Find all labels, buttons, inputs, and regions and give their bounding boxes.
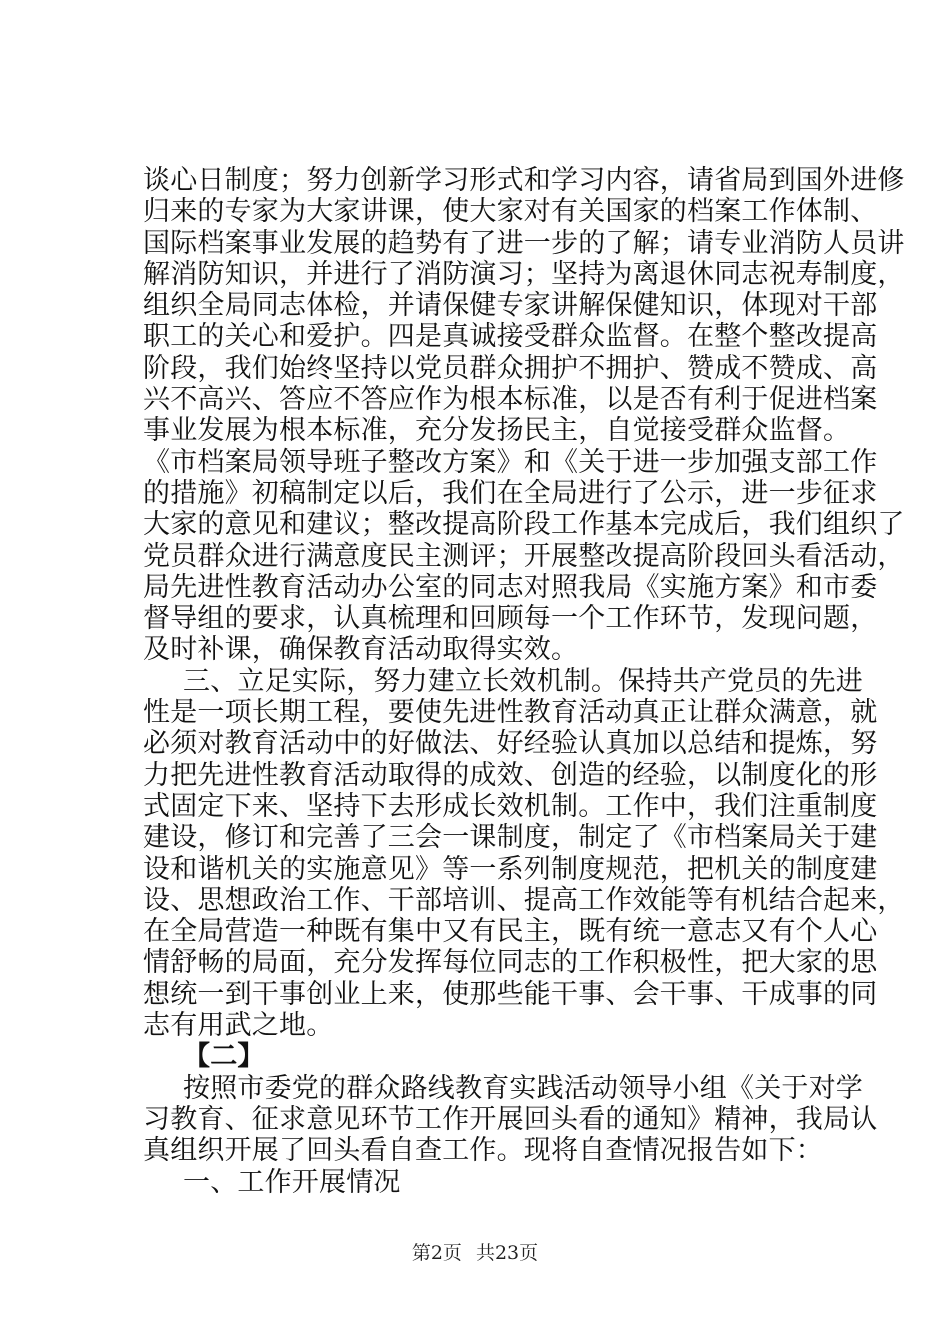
text-line: 归来的专家为大家讲课，使大家对有关国家的档案工作体制、 [143, 196, 878, 228]
text-line: 按照市委党的群众路线教育实践活动领导小组《关于对学 [183, 1072, 863, 1104]
text-line: 习教育、征求意见环节工作开展回头看的通知》精神，我局认 [143, 1103, 878, 1135]
text-line: 真组织开展了回头看自查工作。现将自查情况报告如下： [143, 1135, 823, 1167]
text-line: 式固定下来、坚持下去形成长效机制。工作中，我们注重制度 [143, 790, 878, 822]
text-line: 志有用武之地。 [143, 1010, 334, 1042]
text-line: 建设，修订和完善了三会一课制度，制定了《市档案局关于建 [143, 822, 878, 854]
text-line: 解消防知识，并进行了消防演习；坚持为离退休同志祝寿制度， [143, 258, 905, 290]
text-line: 事业发展为根本标准，充分发扬民主，自觉接受群众监督。 [143, 415, 851, 447]
text-line: 想统一到干事创业上来，使那些能干事、会干事、干成事的同 [143, 978, 878, 1010]
text-line: 性是一项长期工程，要使先进性教育活动真正让群众满意，就 [143, 697, 878, 729]
text-line: 力把先进性教育活动取得的成效、创造的经验，以制度化的形 [143, 759, 878, 791]
text-line: 局先进性教育活动办公室的同志对照我局《实施方案》和市委 [143, 571, 878, 603]
text-line: 国际档案事业发展的趋势有了进一步的了解；请专业消防人员讲 [143, 227, 905, 259]
page-number: 第2页 [411, 1242, 462, 1264]
text-line: 情舒畅的局面，充分发挥每位同志的工作积极性，把大家的思 [143, 947, 878, 979]
text-line: 兴不高兴、答应不答应作为根本标准，以是否有利于促进档案 [143, 384, 878, 416]
text-line: 阶段，我们始终坚持以党员群众拥护不拥护、赞成不赞成、高 [143, 352, 878, 384]
text-line: 职工的关心和爱护。四是真诚接受群众监督。在整个整改提高 [143, 321, 878, 353]
text-line: 三、立足实际，努力建立长效机制。保持共产党员的先进 [183, 665, 863, 697]
text-line: 《市档案局领导班子整改方案》和《关于进一步加强支部工作 [143, 446, 878, 478]
document-body [143, 165, 905, 1198]
page-total: 共23页 [475, 1242, 539, 1264]
section-heading: 【二】 [183, 1041, 265, 1073]
text-line: 谈心日制度；努力创新学习形式和学习内容，请省局到国外进修 [143, 165, 905, 196]
text-line: 一、工作开展情况 [183, 1166, 401, 1198]
text-line: 党员群众进行满意度民主测评；开展整改提高阶段回头看活动， [143, 540, 905, 572]
text-line: 大家的意见和建议；整改提高阶段工作基本完成后，我们组织了 [143, 509, 905, 541]
text-line: 必须对教育活动中的好做法、好经验认真加以总结和提炼，努 [143, 728, 878, 760]
text-line: 设和谐机关的实施意见》等一系列制度规范，把机关的制度建 [143, 853, 878, 885]
text-line: 的措施》初稿制定以后，我们在全局进行了公示，进一步征求 [143, 477, 878, 509]
text-line: 设、思想政治工作、干部培训、提高工作效能等有机结合起来， [143, 884, 905, 916]
text-line: 组织全局同志体检，并请保健专家讲解保健知识，体现对干部 [143, 290, 878, 322]
text-line: 及时补课，确保教育活动取得实效。 [143, 634, 579, 666]
text-line: 督导组的要求，认真梳理和回顾每一个工作环节，发现问题， [143, 603, 878, 635]
page-footer [0, 1242, 950, 1264]
text-line: 在全局营造一种既有集中又有民主，既有统一意志又有个人心 [143, 916, 878, 948]
